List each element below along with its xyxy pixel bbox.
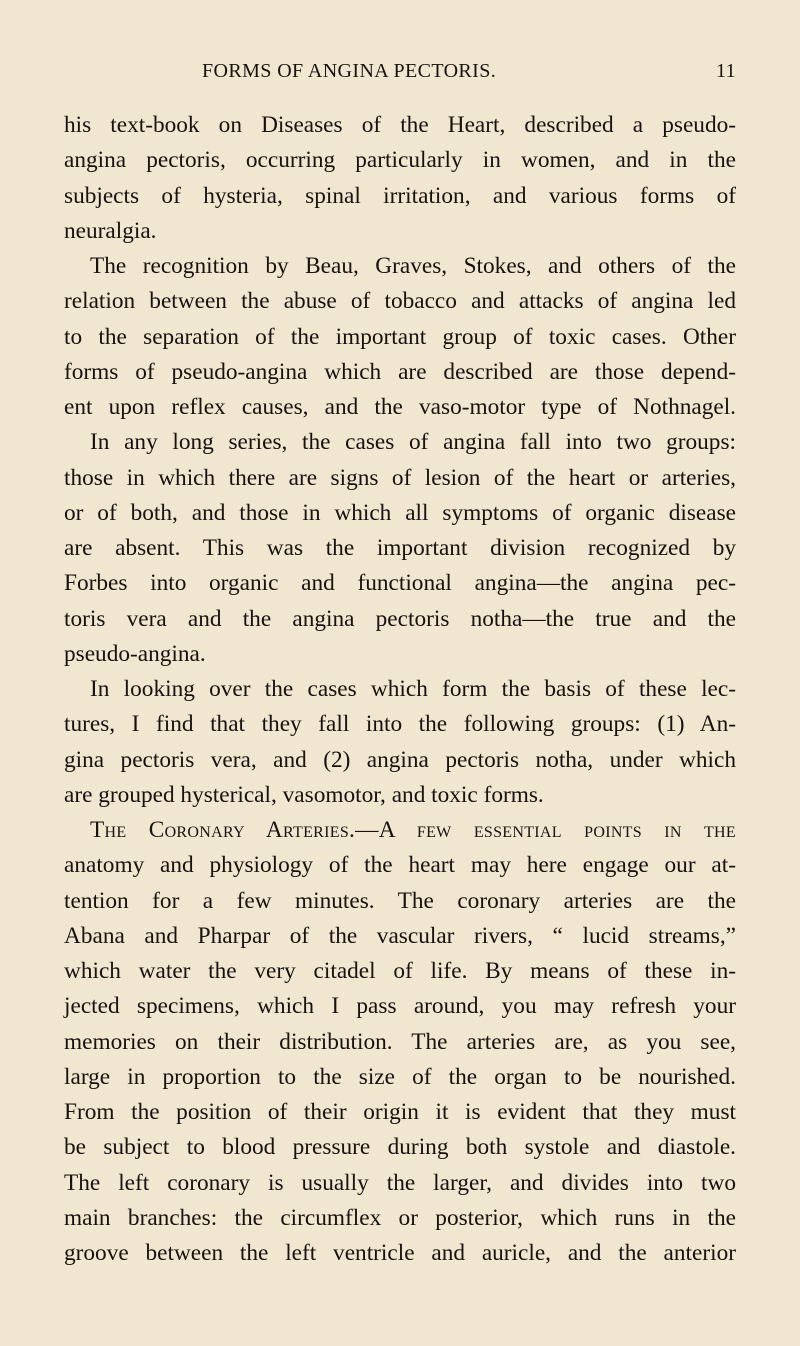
text-line: his text-book on Diseases of the Heart, described a pseudo-	[64, 112, 736, 138]
text-line: ent upon reflex causes, and the vaso-motor type of Nothnagel.	[64, 394, 736, 420]
text-line: those in which there are signs of lesion of the heart or arteries,	[64, 464, 736, 491]
page-number: 11	[715, 60, 736, 82]
text-line: The recognition by Beau, Graves, Stokes, and others of the	[90, 253, 736, 279]
text-line: be subject to blood pressure during both systole and diastole.	[64, 1134, 736, 1161]
text-line: to the separation of the important group of toxic cases. Other	[64, 323, 736, 350]
text-line: or of both, and those in which all symptoms of organic disease	[64, 499, 736, 526]
text-line: In looking over the cases which form the basis of these lec-	[90, 676, 736, 702]
text-line: pseudo-angina.	[64, 640, 206, 667]
text-line: tention for a few minutes. The coronary arteries are the	[64, 887, 736, 914]
text-line: tures, I find that they fall into the following groups: (1) An-	[64, 711, 736, 738]
text-line: The left coronary is usually the larger, and divides into two	[64, 1169, 736, 1196]
text-line: large in proportion to the size of the organ to be nourished.	[64, 1063, 736, 1090]
text-line: anatomy and physiology of the heart may here engage our at-	[64, 852, 736, 879]
text-line: jected specimens, which I pass around, you may refresh your	[64, 993, 736, 1020]
text-line: subjects of hysteria, spinal irritation, and various forms of	[64, 182, 736, 209]
text-line: are grouped hysterical, vasomotor, and toxic forms.	[64, 781, 544, 808]
text-line: angina pectoris, occurring particularly in women, and in the	[64, 147, 736, 174]
text-line: groove between the left ventricle and auricle, and the anterior	[64, 1240, 736, 1266]
page-header	[64, 60, 736, 88]
text-line: which water the very citadel of life. By means of these in-	[64, 958, 736, 984]
text-line: main branches: the circumflex or posterior, which runs in the	[64, 1204, 736, 1231]
text-line: Abana and Pharpar of the vascular rivers, “ lucid streams,”	[64, 922, 736, 949]
text-line: neuralgia.	[64, 217, 157, 244]
text-line: Forbes into organic and functional angina—the angina pec-	[64, 570, 736, 597]
text-line: memories on their distribution. The arteries are, as you see,	[64, 1028, 736, 1055]
text-line: forms of pseudo-angina which are described are those depend-	[64, 358, 736, 385]
text-line: In any long series, the cases of angina fall into two groups:	[90, 429, 736, 456]
text-line: are absent. This was the important division recognized by	[64, 535, 736, 561]
body-text	[64, 108, 736, 1271]
section-heading-line: The Coronary Arteries.—A few essential points in the	[90, 817, 736, 843]
text-line: From the position of their origin it is evident that they must	[64, 1099, 736, 1125]
running-title: FORMS OF ANGINA PECTORIS.	[202, 60, 497, 82]
text-line: gina pectoris vera, and (2) angina pectoris notha, under which	[64, 746, 736, 773]
text-line: toris vera and the angina pectoris notha—the true and the	[64, 605, 736, 632]
text-line: relation between the abuse of tobacco and attacks of angina led	[64, 288, 736, 315]
